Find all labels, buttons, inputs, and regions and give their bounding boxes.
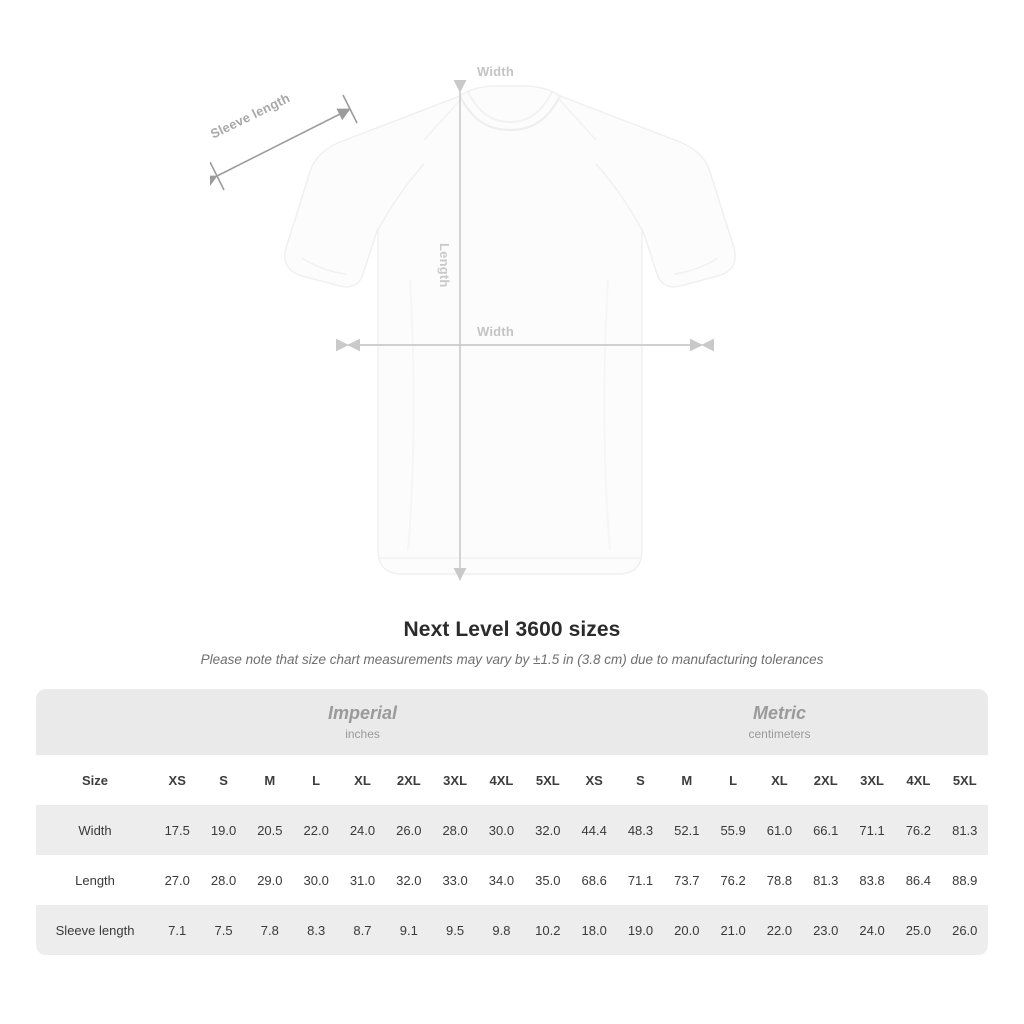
size-chart-table [36,689,988,955]
cell-width-imperial-l: 22.0 [293,805,339,855]
cell-length-imperial-l: 30.0 [293,855,339,905]
cell-length-imperial-2xl: 32.0 [386,855,432,905]
cell-width-metric-s: 48.3 [617,805,663,855]
cell-width-metric-5xl: 81.3 [942,805,989,855]
cell-width-metric-m: 52.1 [664,805,710,855]
cell-width-imperial-s: 19.0 [200,805,246,855]
cell-length-imperial-s: 28.0 [200,855,246,905]
cell-width-metric-xl: 61.0 [756,805,802,855]
title-block [0,618,1024,667]
cell-length-metric-m: 73.7 [664,855,710,905]
cell-length-imperial-5xl: 35.0 [525,855,571,905]
cell-sleeve-imperial-m: 7.8 [247,905,293,955]
tolerance-note: Please note that size chart measurements may vary by ±1.5 in (3.8 cm) due to manufacturing tolerances [200,652,824,667]
header-size-imperial-5xl: 5XL [525,755,571,805]
cell-sleeve-metric-l: 21.0 [710,905,756,955]
cell-width-metric-3xl: 71.1 [849,805,895,855]
cell-length-metric-xs: 68.6 [571,855,617,905]
cell-length-metric-3xl: 83.8 [849,855,895,905]
cell-sleeve-imperial-xs: 7.1 [154,905,200,955]
cell-length-imperial-xs: 27.0 [154,855,200,905]
cell-sleeve-metric-s: 19.0 [617,905,663,955]
cell-length-imperial-3xl: 33.0 [432,855,478,905]
width-label: Width [477,324,514,339]
header-size-metric-xs: XS [571,755,617,805]
table-row [36,855,988,905]
group-header-metric-name: Metric [752,703,806,724]
cell-length-imperial-xl: 31.0 [339,855,385,905]
cell-sleeve-imperial-s: 7.5 [200,905,246,955]
size-chart-table-wrap [36,689,988,955]
unit-group-header-row [36,689,988,755]
group-header-imperial-unit: inches [345,726,380,741]
header-size-metric-4xl: 4XL [895,755,941,805]
group-header-imperial [154,689,571,755]
cell-sleeve-imperial-4xl: 9.8 [478,905,524,955]
header-size-metric-s: S [617,755,663,805]
cell-length-metric-s: 71.1 [617,855,663,905]
cell-sleeve-imperial-5xl: 10.2 [525,905,571,955]
header-size-imperial-2xl: 2XL [386,755,432,805]
table-row [36,905,988,955]
table-row [36,805,988,855]
size-header-row [36,755,988,805]
header-size-metric-2xl: 2XL [803,755,849,805]
cell-sleeve-imperial-l: 8.3 [293,905,339,955]
cell-sleeve-metric-xl: 22.0 [756,905,802,955]
group-header-imperial-name: Imperial [328,703,398,724]
row-label-width: Width [36,805,154,855]
cell-sleeve-imperial-xl: 8.7 [339,905,385,955]
header-size-label: Size [36,755,154,805]
cell-width-metric-xs: 44.4 [571,805,617,855]
header-size-metric-3xl: 3XL [849,755,895,805]
group-header-metric-unit: centimeters [748,726,811,741]
header-size-metric-l: L [710,755,756,805]
cell-length-imperial-m: 29.0 [247,855,293,905]
cell-sleeve-metric-m: 20.0 [664,905,710,955]
cell-length-metric-l: 76.2 [710,855,756,905]
cell-width-metric-4xl: 76.2 [895,805,941,855]
row-label-length: Length [36,855,154,905]
cell-sleeve-metric-4xl: 25.0 [895,905,941,955]
sleeve-length-label: Sleeve length [208,90,293,142]
group-header-corner [36,689,154,755]
cell-width-imperial-xs: 17.5 [154,805,200,855]
cell-width-imperial-3xl: 28.0 [432,805,478,855]
cell-sleeve-metric-xs: 18.0 [571,905,617,955]
cell-length-imperial-4xl: 34.0 [478,855,524,905]
cell-sleeve-metric-5xl: 26.0 [942,905,989,955]
cell-width-imperial-4xl: 30.0 [478,805,524,855]
cell-width-imperial-xl: 24.0 [339,805,385,855]
header-size-metric-m: M [664,755,710,805]
header-size-imperial-4xl: 4XL [478,755,524,805]
header-size-imperial-xl: XL [339,755,385,805]
cell-width-imperial-2xl: 26.0 [386,805,432,855]
cell-width-imperial-5xl: 32.0 [525,805,571,855]
cell-length-metric-5xl: 88.9 [942,855,989,905]
cell-sleeve-imperial-2xl: 9.1 [386,905,432,955]
cell-length-metric-xl: 78.8 [756,855,802,905]
cell-length-metric-4xl: 86.4 [895,855,941,905]
width-dimension-label: Width [477,64,514,79]
group-header-metric [571,689,988,755]
page-title: Next Level 3600 sizes [403,618,621,641]
header-size-imperial-3xl: 3XL [432,755,478,805]
header-size-imperial-xs: XS [154,755,200,805]
header-size-imperial-l: L [293,755,339,805]
header-size-imperial-s: S [200,755,246,805]
cell-width-metric-l: 55.9 [710,805,756,855]
header-size-metric-xl: XL [756,755,802,805]
header-size-imperial-m: M [247,755,293,805]
cell-sleeve-metric-2xl: 23.0 [803,905,849,955]
cell-width-imperial-m: 20.5 [247,805,293,855]
row-label-sleeve-length: Sleeve length [36,905,154,955]
cell-sleeve-imperial-3xl: 9.5 [432,905,478,955]
cell-sleeve-metric-3xl: 24.0 [849,905,895,955]
cell-width-metric-2xl: 66.1 [803,805,849,855]
cell-length-metric-2xl: 81.3 [803,855,849,905]
length-label: Length [437,243,452,288]
header-size-metric-5xl: 5XL [942,755,989,805]
